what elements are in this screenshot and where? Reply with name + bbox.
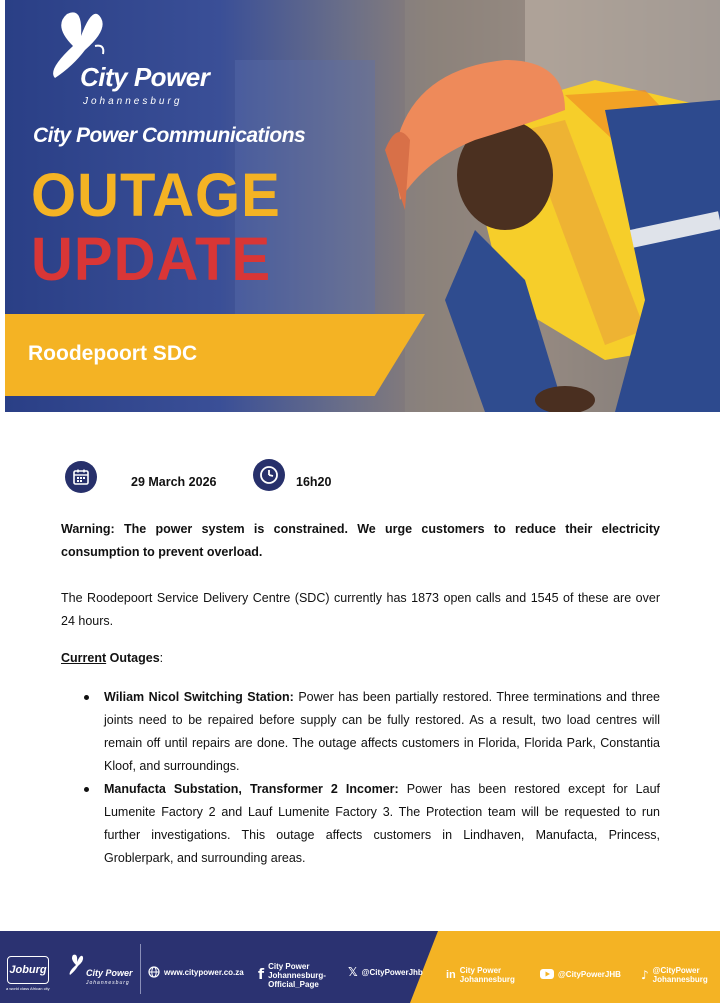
youtube-link[interactable] (540, 969, 621, 979)
outage-detail: Power has been restored except for Lauf Lumenite Factory 2 and Lauf Lumenite Factory 3. The Protection team will be requested to run further investigations. This outage affects customers in Lindhaven, Manufacta, Princess, Groblerpark, and surrounding areas. (104, 782, 660, 865)
current-word: Current (61, 651, 107, 665)
sdc-name: Roodepoort SDC (28, 342, 198, 365)
facebook-line-1: City Power (268, 962, 310, 971)
website-link[interactable] (148, 966, 244, 978)
footer-brand-sub: Johannesburg (86, 980, 130, 986)
city-power-footer-icon (68, 953, 86, 979)
tiktok-line-2: Johannesburg (652, 975, 708, 984)
brand-subtitle: Johannesburg (83, 96, 183, 107)
tiktok-line-1: @CityPower (652, 966, 700, 975)
clock-icon (253, 459, 285, 491)
tiktok-link[interactable] (641, 966, 708, 984)
website-text: www.citypower.co.za (164, 967, 244, 977)
update-time: 16h20 (296, 475, 332, 489)
globe-icon (148, 966, 160, 978)
x-handle: @CityPowerJhb (361, 968, 423, 977)
list-item (61, 778, 660, 870)
list-item (61, 686, 660, 778)
linkedin-icon: in (446, 968, 456, 981)
joburg-tagline: a world class African city (6, 986, 50, 991)
facebook-line-2: Johannesburg- (268, 971, 326, 980)
linkedin-line-2: Johannesburg (459, 975, 515, 984)
facebook-icon: f (258, 967, 265, 983)
calendar-icon (65, 461, 97, 493)
brand-name: City Power (80, 62, 210, 92)
facebook-line-3: Official_Page (268, 980, 319, 989)
heading-colon: : (159, 651, 164, 665)
outages-word: Outages (109, 651, 160, 665)
headline-update: UPDATE (31, 225, 272, 294)
outage-name: Manufacta Substation, Transformer 2 Incomer: (104, 782, 399, 796)
tiktok-icon: ♪ (641, 967, 649, 982)
joburg-logo: Joburg (7, 956, 49, 984)
headline-outage: OUTAGE (31, 161, 281, 230)
communications-title: City Power Communications (33, 124, 306, 147)
x-icon: 𝕏 (348, 965, 358, 979)
footer-divider (140, 944, 141, 994)
outage-name: Wiliam Nicol Switching Station: (104, 690, 294, 704)
linkedin-line-1: City Power (459, 966, 502, 975)
warning-text: Warning: The power system is constrained. We urge customers to reduce their electricity consumption to prevent overload. (61, 522, 660, 559)
header-banner (5, 0, 720, 412)
summary-text: The Roodepoort Service Delivery Centre (SDC) currently has 1873 open calls and 1545 of these are over 24 hours. (61, 591, 660, 628)
footer (0, 931, 720, 1003)
linkedin-link[interactable] (446, 966, 515, 984)
outage-list (61, 686, 660, 870)
x-link[interactable] (348, 965, 423, 979)
facebook-link[interactable] (258, 962, 326, 989)
outage-detail: Power has been partially restored. Three terminations and three joints need to be repaired before supply can be fully restored. As a result, two load centres will remain off until repairs are done. The outage affects customers in Florida, Florida Park, Constantia Kloof, and surroundings. (104, 690, 660, 773)
youtube-handle: @CityPowerJHB (558, 969, 621, 979)
update-date: 29 March 2026 (131, 475, 217, 489)
youtube-icon (540, 969, 554, 979)
footer-brand-name: City Power (86, 968, 133, 978)
current-outages-heading (61, 647, 660, 670)
